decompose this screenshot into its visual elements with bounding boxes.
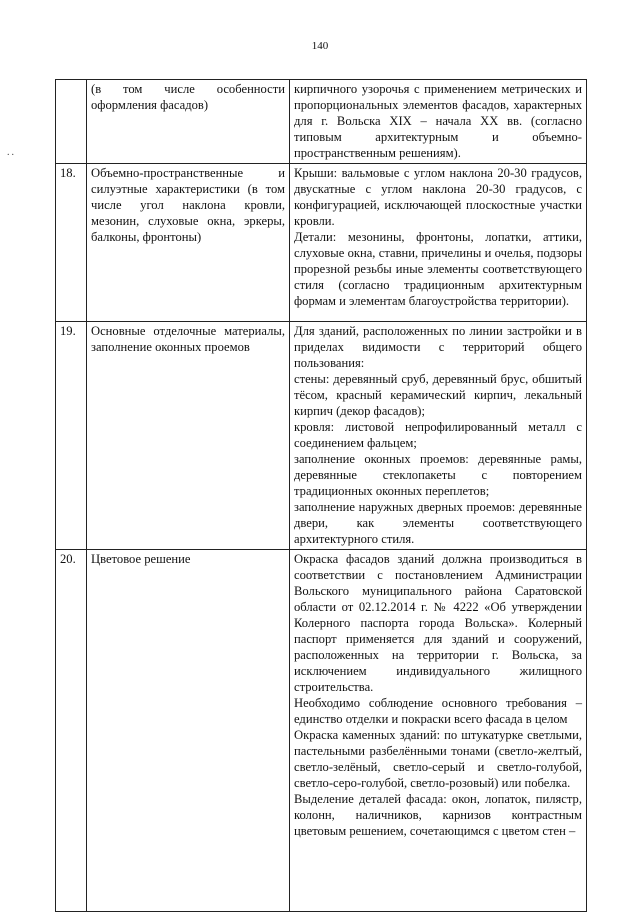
requirements-table (55, 79, 587, 912)
row-number: 19. (56, 322, 87, 550)
row-number: 20. (56, 550, 87, 912)
content-paragraph: Выделение деталей фасада: окон, лопаток, пилястр, колонн, наличников, карнизов контрастным цветовым решением, сочетающимся с цветом стен – (294, 792, 582, 838)
content-paragraph: Крыши: вальмовые с углом наклона 20-30 градусов, двускатные с углом наклона 20-30 градусов, с конфигурацией, исключающей плоскостные участки кровли. (294, 166, 582, 228)
row-description: Цветовое решение (87, 550, 290, 912)
table-row (56, 80, 587, 164)
table-row (56, 164, 587, 322)
content-paragraph: кровля: листовой непрофилированный металл с соединением фальцем; (294, 420, 582, 450)
row-description: (в том числе особенности оформления фасадов) (87, 80, 290, 164)
content-paragraph: Для зданий, расположенных по линии застройки и в приделах видимости с территорий общего пользования: (294, 324, 582, 370)
content-paragraph: заполнение наружных дверных проемов: деревянные двери, как элементы соответствующего архитектурного стиля. (294, 500, 582, 546)
content-paragraph: заполнение оконных проемов: деревянные рамы, деревянные стеклопакеты с повторением традиционных оконных переплетов; (294, 452, 582, 498)
table-row (56, 322, 587, 550)
row-content (290, 80, 587, 164)
table-row (56, 550, 587, 912)
content-paragraph: кирпичного узорочья с применением метрических и пропорциональных элементов фасадов, характерных для г. Вольска XIX – начала XX вв. (согласно типовым архитектурным и объемно-пространственным решениям). (294, 82, 582, 160)
margin-mark: .. (7, 147, 16, 158)
content-paragraph: Необходимо соблюдение основного требования – единство отделки и покраски всего фасада в целом (294, 696, 582, 726)
row-number: 18. (56, 164, 87, 322)
content-paragraph: Детали: мезонины, фронтоны, лопатки, аттики, слуховые окна, ставни, причелины и очелья, подзоры прорезной резьбы иные элементы соответствующего стиля (согласно традиционным архитектурным формам и элементам благоустройства территории). (294, 230, 582, 308)
page-number: 140 (311, 40, 329, 52)
row-number (56, 80, 87, 164)
content-paragraph: Окраска фасадов зданий должна производиться в соответствии с постановлением Администрации Вольского муниципального района Саратовской области от 02.12.2014 г. № 4222 «Об утверждении Колерного паспорта города Вольска». Колерный паспорт применяется для зданий и сооружений, расположенных на территории г. Вольска, за исключением индивидуального жилищного строительства. (294, 552, 582, 694)
row-content (290, 164, 587, 322)
content-paragraph: стены: деревянный сруб, деревянный брус, обшитый тёсом, красный керамический кирпич, лекальный кирпич (декор фасадов); (294, 372, 582, 418)
row-description: Объемно-пространственные и силуэтные характеристики (в том числе угол наклона кровли, мезонин, слуховые окна, эркеры, балконы, фронтоны) (87, 164, 290, 322)
row-description: Основные отделочные материалы, заполнение оконных проемов (87, 322, 290, 550)
content-paragraph: Окраска каменных зданий: по штукатурке светлыми, пастельными разбелёнными тонами (светло-желтый, светло-зелёный, светло-серый и светло-голубой, светло-серо-голубой, светло-розовый) или побелка. (294, 728, 582, 790)
row-content (290, 550, 587, 912)
row-content (290, 322, 587, 550)
